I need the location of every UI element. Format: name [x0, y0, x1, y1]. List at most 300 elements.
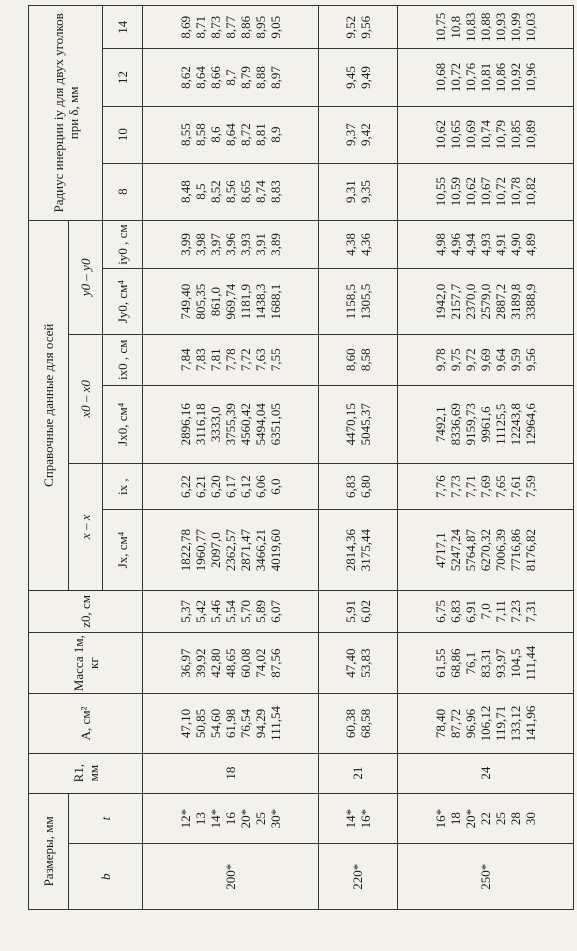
- cell-value: 48,65: [223, 648, 239, 678]
- cell-value: 8,60: [342, 348, 358, 372]
- cell-value: 50,85: [193, 708, 209, 739]
- cell-value: 4470,15: [342, 403, 358, 446]
- cell-value: 5,42: [193, 600, 209, 623]
- cell-value: 4,93: [477, 233, 493, 256]
- cell-value: 10,81: [477, 62, 493, 93]
- cell-r1: 21: [319, 753, 398, 793]
- cell-value: 9,45: [342, 66, 358, 89]
- cell-value: 2362,57: [223, 528, 239, 572]
- cell-value: 5764,87: [462, 528, 478, 572]
- cell-column-12: [143, 49, 319, 106]
- table-row-group: [397, 6, 573, 910]
- rotated-table-sheet: [28, 5, 574, 910]
- cell-value: 9,49: [357, 66, 373, 89]
- cell-value: 10,55: [432, 177, 448, 207]
- cell-value: 6,06: [253, 475, 269, 499]
- cell-value: 9,42: [357, 123, 373, 146]
- cell-value: 18: [447, 812, 463, 826]
- cell-value: 74,02: [253, 648, 269, 678]
- cell-value: 8,9: [268, 126, 284, 143]
- cell-value: 14*: [342, 808, 358, 829]
- cell-column-12: [319, 49, 398, 106]
- cell-value: 28: [507, 812, 523, 826]
- cell-value: 2887,2: [492, 283, 508, 320]
- cell-value: 7716,86: [507, 528, 523, 572]
- cell-column-2: [397, 633, 573, 694]
- cell-column-13: [319, 6, 398, 49]
- cell-value: 9,78: [432, 348, 448, 372]
- cell-column-6: [397, 385, 573, 463]
- cell-value: 13: [193, 812, 209, 826]
- cell-value: 119,71: [492, 705, 508, 742]
- cell-column-1: [397, 694, 573, 753]
- cell-value: 2579,0: [477, 283, 493, 320]
- cell-value: 8,73: [208, 15, 224, 39]
- cell-value: 7,71: [462, 475, 478, 499]
- cell-value: 10,89: [522, 119, 538, 150]
- cell-value: 10,78: [507, 177, 523, 207]
- angle-profile-table: [28, 5, 574, 910]
- cell-value: 8,95: [253, 15, 269, 39]
- cell-value: 3,93: [238, 233, 254, 256]
- cell-value: 96,96: [462, 708, 478, 739]
- cell-value: 3755,39: [223, 403, 239, 446]
- cell-value: 9,31: [342, 180, 358, 204]
- cell-value: 61,98: [223, 708, 239, 739]
- cell-column-10: [397, 163, 573, 220]
- cell-value: 10,59: [447, 177, 463, 207]
- cell-value: 12*: [178, 808, 194, 829]
- header-axis-x0: x0 – x0: [69, 334, 103, 463]
- cell-column-3: [319, 590, 398, 632]
- cell-value: 7,72: [238, 348, 254, 372]
- cell-value: 2871,47: [238, 528, 254, 572]
- table-row-group: [143, 6, 319, 910]
- cell-value: 8,72: [238, 123, 254, 146]
- header-r1: R1, мм: [29, 753, 143, 793]
- cell-value: 6,91: [462, 600, 478, 623]
- cell-column-1: [143, 694, 319, 753]
- cell-value: 1181,9: [238, 284, 254, 320]
- cell-value: 8,56: [223, 180, 239, 204]
- cell-value: 4,94: [462, 233, 478, 256]
- cell-value: 969,74: [223, 283, 239, 320]
- cell-value: 7,11: [492, 600, 508, 623]
- cell-value: 3,98: [193, 233, 209, 256]
- cell-value: 8,55: [178, 123, 194, 146]
- cell-value: 111,44: [522, 645, 538, 681]
- cell-value: 20*: [462, 808, 478, 829]
- cell-column-10: [143, 163, 319, 220]
- cell-value: 1822,78: [178, 528, 194, 572]
- cell-column-9: [143, 220, 319, 269]
- cell-value: 7,0: [477, 603, 493, 620]
- cell-value: 30*: [268, 808, 284, 829]
- cell-value: 60,08: [238, 648, 254, 678]
- cell-value: 8,62: [178, 66, 194, 89]
- cell-value: 9,59: [507, 348, 523, 372]
- cell-value: 10,96: [522, 62, 538, 93]
- cell-value: 20*: [238, 808, 254, 829]
- cell-value: 7,83: [193, 348, 209, 372]
- cell-value: 10,99: [507, 12, 523, 42]
- cell-value: 861,0: [208, 287, 224, 317]
- cell-value: 6,83: [447, 600, 463, 623]
- cell-value: 6,20: [208, 475, 224, 499]
- cell-value: 6,80: [357, 475, 373, 499]
- cell-value: 68,86: [447, 648, 463, 678]
- cell-value: 68,58: [357, 708, 373, 739]
- cell-value: 10,8: [447, 15, 463, 39]
- cell-value: 6,02: [357, 600, 373, 623]
- cell-column-11: [319, 106, 398, 163]
- cell-value: 5,37: [178, 600, 194, 623]
- cell-column-2: [319, 633, 398, 694]
- header-delta-14: 14: [103, 6, 143, 49]
- cell-value: 83,31: [477, 648, 493, 678]
- cell-column-1: [319, 694, 398, 753]
- header-jx: Jx, см⁴: [103, 510, 143, 590]
- cell-value: 3116,18: [193, 403, 209, 446]
- cell-value: 10,74: [477, 119, 493, 150]
- cell-value: 7,63: [253, 348, 269, 372]
- header-jy0: Jy0, см⁴: [103, 269, 143, 335]
- cell-value: 10,86: [492, 62, 508, 93]
- cell-value: 8,74: [253, 180, 269, 204]
- cell-value: 53,83: [357, 648, 373, 678]
- cell-value: 8,88: [253, 66, 269, 89]
- cell-value: 2814,36: [342, 528, 358, 572]
- cell-column-0: [397, 793, 573, 844]
- cell-value: 8,6: [208, 126, 224, 143]
- cell-column-3: [397, 590, 573, 632]
- cell-value: 10,75: [432, 12, 448, 42]
- cell-value: 3189,8: [507, 283, 523, 320]
- header-axis-x: x – x: [69, 463, 103, 590]
- cell-value: 10,67: [477, 177, 493, 207]
- cell-column-4: [397, 510, 573, 590]
- cell-value: 14*: [208, 808, 224, 829]
- cell-column-2: [143, 633, 319, 694]
- cell-value: 12964,6: [522, 403, 538, 446]
- cell-value: 6,83: [342, 475, 358, 499]
- cell-value: 93,97: [492, 648, 508, 678]
- cell-value: 47,40: [342, 648, 358, 678]
- cell-column-13: [397, 6, 573, 49]
- header-ix: ix ,: [103, 463, 143, 510]
- cell-column-6: [319, 385, 398, 463]
- table-body: [143, 6, 574, 910]
- cell-r1: 18: [143, 753, 319, 793]
- cell-value: 7,23: [507, 600, 523, 623]
- cell-value: 8,5: [193, 183, 209, 200]
- cell-value: 8,81: [253, 123, 269, 146]
- header-jx0: Jx0, см⁴: [103, 385, 143, 463]
- cell-value: 8176,82: [522, 528, 538, 572]
- header-z0: z0, см: [29, 590, 143, 632]
- cell-value: 5,46: [208, 600, 224, 623]
- cell-value: 1960,77: [193, 528, 209, 572]
- cell-value: 61,55: [432, 648, 448, 678]
- cell-column-4: [319, 510, 398, 590]
- cell-value: 94,29: [253, 708, 269, 739]
- cell-value: 104,5: [507, 648, 523, 678]
- cell-column-9: [319, 220, 398, 269]
- cell-value: 805,35: [193, 283, 209, 320]
- cell-value: 5,70: [238, 600, 254, 623]
- cell-value: 4,38: [342, 233, 358, 256]
- cell-value: 8,97: [268, 66, 284, 89]
- cell-value: 6,22: [178, 475, 194, 499]
- cell-value: 5,91: [342, 600, 358, 623]
- cell-value: 2896,16: [178, 403, 194, 446]
- cell-column-10: [319, 163, 398, 220]
- cell-value: 16: [223, 812, 239, 826]
- cell-value: 5,54: [223, 600, 239, 623]
- cell-column-3: [143, 590, 319, 632]
- cell-value: 9,52: [342, 15, 358, 39]
- cell-value: 9,35: [357, 180, 373, 204]
- cell-value: 10,72: [492, 177, 508, 207]
- cell-value: 4019,60: [268, 528, 284, 572]
- cell-value: 10,72: [447, 62, 463, 93]
- cell-value: 3,97: [208, 233, 224, 256]
- cell-value: 10,85: [507, 119, 523, 150]
- cell-column-4: [143, 510, 319, 590]
- cell-value: 7,69: [477, 475, 493, 499]
- cell-column-13: [143, 6, 319, 49]
- cell-value: 4,96: [447, 233, 463, 256]
- header-reference: Справочные данные для осей: [29, 220, 69, 590]
- cell-value: 5045,37: [357, 403, 373, 446]
- header-t: t: [69, 793, 143, 844]
- cell-b: 250*: [397, 844, 573, 910]
- cell-value: 3,89: [268, 233, 284, 256]
- cell-value: 7,55: [268, 348, 284, 372]
- cell-value: 9,69: [477, 348, 493, 372]
- cell-value: 7,76: [432, 475, 448, 499]
- header-area: A, см²: [29, 694, 143, 753]
- cell-column-9: [397, 220, 573, 269]
- cell-value: 6351,05: [268, 403, 284, 446]
- cell-value: 9,05: [268, 15, 284, 39]
- cell-value: 2157,7: [447, 283, 463, 320]
- cell-value: 9961,6: [477, 406, 493, 443]
- cell-value: 10,76: [462, 62, 478, 93]
- cell-value: 7492,1: [432, 406, 448, 443]
- cell-value: 7,73: [447, 475, 463, 499]
- cell-value: 6,0: [268, 478, 284, 495]
- cell-value: 22: [477, 812, 493, 826]
- cell-column-8: [319, 269, 398, 335]
- cell-value: 7,31: [522, 600, 538, 623]
- cell-value: 10,88: [477, 12, 493, 42]
- cell-value: 1438,3: [253, 283, 269, 320]
- cell-value: 8,48: [178, 180, 194, 204]
- cell-value: 9,56: [357, 15, 373, 39]
- cell-value: 749,40: [178, 283, 194, 320]
- cell-value: 8,64: [193, 66, 209, 89]
- cell-value: 133,12: [507, 705, 523, 742]
- cell-value: 9159,73: [462, 403, 478, 446]
- cell-value: 6,12: [238, 475, 254, 499]
- cell-value: 76,54: [238, 708, 254, 739]
- cell-column-5: [143, 463, 319, 510]
- cell-value: 8,7: [223, 69, 239, 86]
- cell-value: 3,99: [178, 233, 194, 256]
- cell-value: 8,64: [223, 123, 239, 146]
- cell-value: 87,56: [268, 648, 284, 678]
- cell-value: 2370,0: [462, 283, 478, 320]
- cell-value: 42,80: [208, 648, 224, 678]
- cell-value: 1158,5: [342, 284, 358, 320]
- cell-value: 8,69: [178, 15, 194, 39]
- cell-column-12: [397, 49, 573, 106]
- cell-value: 54,60: [208, 708, 224, 739]
- cell-column-8: [397, 269, 573, 335]
- cell-value: 10,62: [432, 119, 448, 150]
- cell-column-6: [143, 385, 319, 463]
- cell-value: 10,93: [492, 12, 508, 42]
- header-ix0: ix0 , см: [103, 334, 143, 385]
- header-delta-10: 10: [103, 106, 143, 163]
- cell-value: 4,91: [492, 233, 508, 256]
- cell-column-5: [319, 463, 398, 510]
- cell-value: 25: [492, 812, 508, 826]
- cell-value: 8,66: [208, 66, 224, 89]
- cell-value: 6,75: [432, 600, 448, 623]
- cell-value: 106,12: [477, 705, 493, 742]
- cell-value: 7,65: [492, 475, 508, 499]
- cell-value: 6,07: [268, 600, 284, 623]
- cell-value: 10,03: [522, 12, 538, 42]
- cell-value: 8,65: [238, 180, 254, 204]
- cell-value: 30: [522, 812, 538, 826]
- cell-value: 4,36: [357, 233, 373, 256]
- cell-value: 1305,5: [357, 283, 373, 320]
- cell-value: 39,92: [193, 648, 209, 678]
- cell-value: 6,17: [223, 475, 239, 499]
- cell-value: 10,69: [462, 119, 478, 150]
- cell-value: 4,89: [522, 233, 538, 256]
- cell-value: 7,59: [522, 475, 538, 499]
- cell-value: 5494,04: [253, 403, 269, 446]
- cell-value: 16*: [432, 808, 448, 829]
- cell-column-11: [143, 106, 319, 163]
- cell-value: 8336,69: [447, 403, 463, 446]
- cell-b: 220*: [319, 844, 398, 910]
- cell-value: 3466,21: [253, 528, 269, 572]
- header-delta-12: 12: [103, 49, 143, 106]
- table-row-group: [319, 6, 398, 910]
- cell-value: 87,72: [447, 708, 463, 739]
- cell-column-0: [143, 793, 319, 844]
- cell-value: 4717,1: [432, 532, 448, 568]
- cell-value: 60,38: [342, 708, 358, 739]
- cell-value: 25: [253, 812, 269, 826]
- table-caption: [0, 60, 4, 460]
- header-b: b: [69, 844, 143, 910]
- cell-column-7: [397, 334, 573, 385]
- cell-value: 8,83: [268, 180, 284, 204]
- cell-column-7: [143, 334, 319, 385]
- cell-value: 7,78: [223, 348, 239, 372]
- cell-value: 47,10: [178, 708, 194, 739]
- cell-value: 12243,8: [507, 403, 523, 446]
- cell-value: 3,91: [253, 233, 269, 256]
- header-mass: Масса 1м, кг: [29, 633, 143, 694]
- cell-value: 3175,44: [357, 528, 373, 572]
- header-radius: Радиус инерции iy для двух уголков при δ, мм: [29, 6, 103, 221]
- cell-value: 11125,5: [492, 403, 508, 445]
- header-axis-y0: y0 – y0: [69, 220, 103, 334]
- cell-value: 76,1: [462, 651, 478, 675]
- cell-column-8: [143, 269, 319, 335]
- header-iy0: iy0 , см: [103, 220, 143, 269]
- cell-value: 6270,32: [477, 528, 493, 572]
- cell-value: 2097,0: [208, 532, 224, 568]
- cell-value: 4560,42: [238, 403, 254, 446]
- cell-value: 7,61: [507, 475, 523, 499]
- cell-value: 9,56: [522, 348, 538, 372]
- cell-value: 9,64: [492, 348, 508, 372]
- cell-column-5: [397, 463, 573, 510]
- cell-value: 141,96: [522, 705, 538, 742]
- cell-value: 16*: [357, 808, 373, 829]
- cell-value: 1942,0: [432, 283, 448, 320]
- cell-value: 8,86: [238, 15, 254, 39]
- cell-value: 5,89: [253, 600, 269, 623]
- header-sizes: Размеры, мм: [29, 793, 69, 909]
- cell-value: 7006,39: [492, 528, 508, 572]
- cell-r1: 24: [397, 753, 573, 793]
- cell-value: 9,37: [342, 123, 358, 146]
- cell-value: 10,68: [432, 62, 448, 93]
- cell-value: 1688,1: [268, 283, 284, 320]
- cell-column-0: [319, 793, 398, 844]
- cell-value: 8,58: [193, 123, 209, 146]
- cell-value: 4,90: [507, 233, 523, 256]
- cell-column-7: [319, 334, 398, 385]
- cell-value: 7,84: [178, 348, 194, 372]
- cell-b: 200*: [143, 844, 319, 910]
- cell-value: 10,83: [462, 12, 478, 42]
- cell-value: 3,96: [223, 233, 239, 256]
- cell-value: 8,71: [193, 15, 209, 39]
- cell-value: 10,82: [522, 177, 538, 207]
- cell-value: 36,97: [178, 648, 194, 678]
- cell-value: 78,40: [432, 708, 448, 739]
- header-delta-8: 8: [103, 163, 143, 220]
- cell-value: 6,21: [193, 475, 209, 499]
- cell-value: 10,62: [462, 177, 478, 207]
- cell-value: 111,54: [268, 706, 284, 741]
- cell-value: 10,92: [507, 62, 523, 93]
- cell-value: 3388,9: [522, 283, 538, 320]
- cell-value: 5247,24: [447, 528, 463, 572]
- cell-value: 8,79: [238, 66, 254, 89]
- cell-column-11: [397, 106, 573, 163]
- cell-value: 10,65: [447, 119, 463, 150]
- cell-value: 9,72: [462, 348, 478, 372]
- cell-value: 8,58: [357, 348, 373, 372]
- cell-value: 4,98: [432, 233, 448, 256]
- cell-value: 8,52: [208, 180, 224, 204]
- cell-value: 9,75: [447, 348, 463, 372]
- cell-value: 8,77: [223, 15, 239, 39]
- cell-value: 10,79: [492, 119, 508, 150]
- cell-value: 7,81: [208, 348, 224, 372]
